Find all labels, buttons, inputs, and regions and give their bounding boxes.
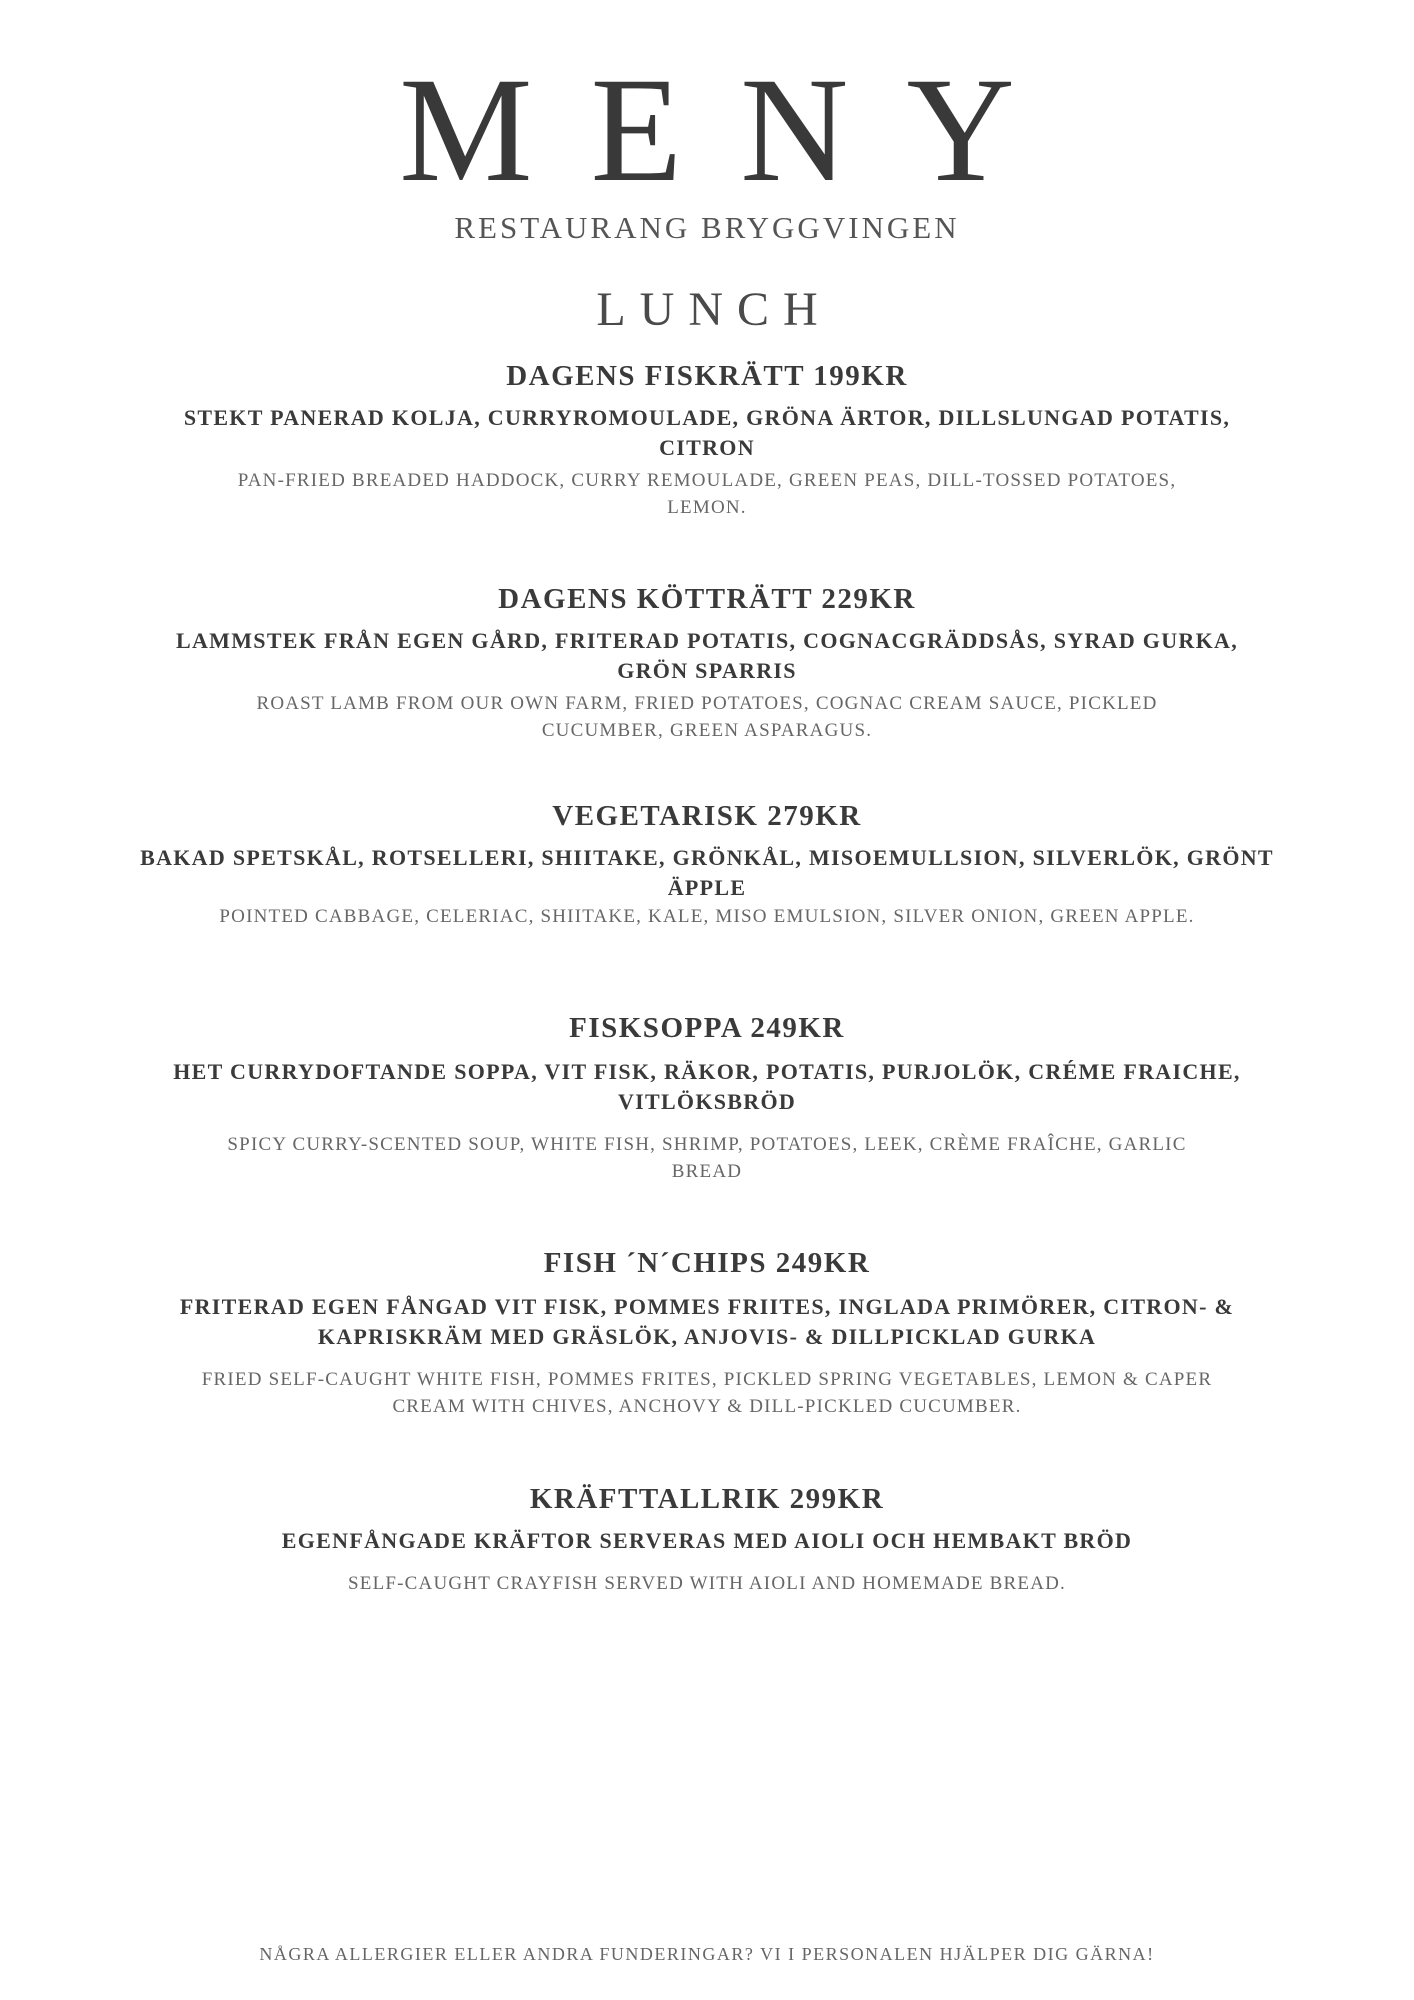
dish-description-sv xyxy=(0,626,1414,686)
dish-name: VEGETARISK 279KR xyxy=(552,800,862,832)
dish-description-en-line: PAN-FRIED BREADED HADDOCK, CURRY REMOULADE, GREEN PEAS, DILL-TOSSED POTATOES, xyxy=(237,470,1177,491)
dish-fish-soup xyxy=(0,1012,1414,1185)
dish-description-en xyxy=(0,690,1414,744)
dish-description-sv-line: KAPRISKRÄM MED GRÄSLÖK, ANJOVIS- & DILLPICKLAD GURKA xyxy=(317,1324,1097,1349)
allergy-footer-note: NÅGRA ALLERGIER ELLER ANDRA FUNDERINGAR? VI I PERSONALEN HJÄLPER DIG GÄRNA! xyxy=(259,1944,1155,1964)
dish-crayfish-plate xyxy=(0,1483,1414,1597)
dish-description-en-line: ROAST LAMB FROM OUR OWN FARM, FRIED POTATOES, COGNAC CREAM SAUCE, PICKLED xyxy=(256,693,1158,714)
dish-description-sv-line: EGENFÅNGADE KRÄFTOR SERVERAS MED AIOLI OCH HEMBAKT BRÖD xyxy=(281,1528,1133,1553)
dish-description-sv-line: FRITERAD EGEN FÅNGAD VIT FISK, POMMES FRIITES, INGLADA PRIMÖRER, CITRON- & xyxy=(179,1294,1235,1319)
dish-description-sv-line: ÄPPLE xyxy=(667,875,747,900)
dish-description-en-line: SPICY CURRY-SCENTED SOUP, WHITE FISH, SHRIMP, POTATOES, LEEK, CRÈME FRAÎCHE, GARLIC xyxy=(227,1134,1187,1155)
dish-description-en-line: FRIED SELF-CAUGHT WHITE FISH, POMMES FRITES, PICKLED SPRING VEGETABLES, LEMON & CAPER xyxy=(201,1369,1213,1390)
restaurant-name: RESTAURANG BRYGGVINGEN xyxy=(454,210,960,245)
dish-name: DAGENS FISKRÄTT 199KR xyxy=(506,360,908,392)
section-title-lunch: LUNCH xyxy=(596,283,832,336)
dish-description-en xyxy=(0,1131,1414,1185)
dish-description-sv xyxy=(0,1057,1414,1117)
dish-name: DAGENS KÖTTRÄTT 229KR xyxy=(498,583,916,615)
dish-fish-of-day xyxy=(0,360,1414,521)
menu-title: MENY xyxy=(399,47,1073,213)
dish-description-en xyxy=(0,1570,1414,1597)
dish-description-sv-line: HET CURRYDOFTANDE SOPPA, VIT FISK, RÄKOR, POTATIS, PURJOLÖK, CRÉME FRAICHE, xyxy=(173,1059,1241,1084)
dish-description-en xyxy=(0,903,1414,930)
dish-vegetarian xyxy=(0,800,1414,930)
dish-fish-n-chips xyxy=(0,1247,1414,1420)
dish-description-en xyxy=(0,1366,1414,1420)
dish-name: KRÄFTTALLRIK 299KR xyxy=(529,1483,885,1515)
dish-name: FISKSOPPA 249KR xyxy=(569,1012,845,1044)
dish-description-en-line: POINTED CABBAGE, CELERIAC, SHIITAKE, KALE, MISO EMULSION, SILVER ONION, GREEN APPLE. xyxy=(219,906,1195,927)
dish-description-en-line: CUCUMBER, GREEN ASPARAGUS. xyxy=(541,720,873,741)
dish-description-sv-line: BAKAD SPETSKÅL, ROTSELLERI, SHIITAKE, GRÖNKÅL, MISOEMULLSION, SILVERLÖK, GRÖNT xyxy=(140,845,1274,870)
dish-description-en-line: CREAM WITH CHIVES, ANCHOVY & DILL-PICKLED CUCUMBER. xyxy=(392,1396,1022,1417)
dish-description-sv xyxy=(0,1292,1414,1352)
dish-description-en-line: LEMON. xyxy=(667,497,747,518)
dish-description-sv-line: LAMMSTEK FRÅN EGEN GÅRD, FRITERAD POTATIS, COGNACGRÄDDSÅS, SYRAD GURKA, xyxy=(176,628,1238,653)
dish-description-sv-line: CITRON xyxy=(659,435,755,460)
dish-description-en xyxy=(0,467,1414,521)
dish-description-en-line: SELF-CAUGHT CRAYFISH SERVED WITH AIOLI AND HOMEMADE BREAD. xyxy=(348,1573,1066,1594)
dish-description-sv xyxy=(0,403,1414,463)
dish-meat-of-day xyxy=(0,583,1414,744)
dish-name: FISH ´N´CHIPS 249KR xyxy=(543,1247,871,1279)
dish-description-sv-line: GRÖN SPARRIS xyxy=(617,658,797,683)
dish-description-sv-line: VITLÖKSBRÖD xyxy=(617,1089,797,1114)
dish-description-sv-line: STEKT PANERAD KOLJA, CURRYROMOULADE, GRÖNA ÄRTOR, DILLSLUNGAD POTATIS, xyxy=(183,405,1231,430)
dish-description-sv xyxy=(0,843,1414,903)
dish-description-en-line: BREAD xyxy=(671,1161,743,1182)
dish-description-sv xyxy=(0,1526,1414,1556)
